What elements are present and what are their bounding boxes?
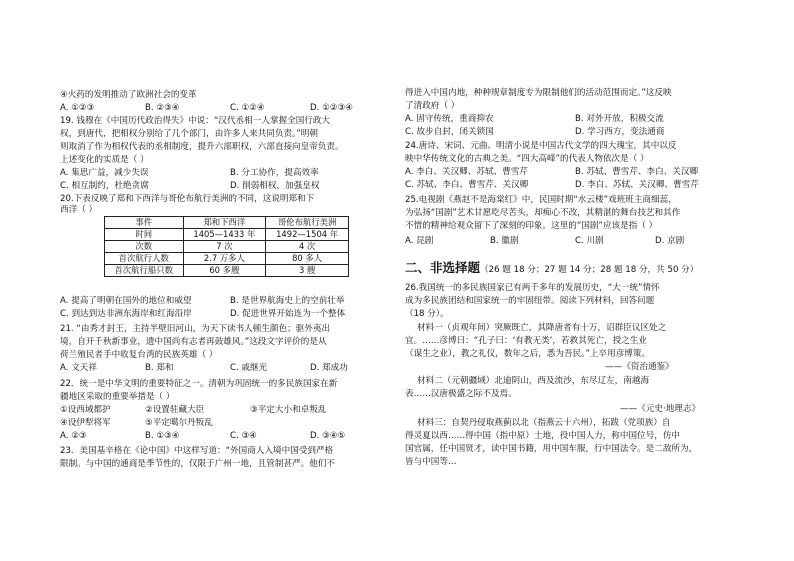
material-1-line: 材料一（贞观年间）突厥既亡，其降唐者有十万，诏群臣议区处之 xyxy=(417,323,667,333)
q24-choice-d: D. 李白、苏轼、关汉卿、曹雪芹 xyxy=(575,180,699,190)
material-2-line: 材料二（元朝疆域）北逾阴山，西及流沙，东尽辽左，南越海 xyxy=(417,376,650,386)
q21-line: 21. “由秀才封王，主持半壁旧河山，为天下读书人顿生颜色；驱外夷出 xyxy=(60,324,331,334)
table-header-cell: 哥伦布航行美洲 xyxy=(266,217,349,229)
material-3-line: 皆与中国等… xyxy=(405,457,457,467)
table-row xyxy=(105,229,349,241)
material-1-line: 宜。……彦博曰：“孔子曰：‘有教无类’，若救其死亡，授之生业 xyxy=(405,336,647,346)
q25-line: 为弘扬“国剧”艺术甘愿吃尽苦头，却痴心不改，其精湛的舞台技艺和其作 xyxy=(405,208,681,218)
material-1-source: ——《资治通鉴》 xyxy=(605,362,674,372)
table-cell: 时间 xyxy=(105,229,184,241)
material-3-line: 材料三：自契丹侵取燕蓟以北（指燕云十六州），拓跋（党项族）自 xyxy=(417,418,671,428)
q22-item-3: ③平定大小和卓叛乱 xyxy=(250,405,327,415)
q22-item-2: ②设置驻藏大臣 xyxy=(145,405,205,415)
q25-line: 25.电视剧《燕赵不是海棠红》中，民国时期“水云楼”戏班班主商细蕊， xyxy=(405,195,677,205)
table-cell: 4 次 xyxy=(266,241,349,253)
q24-line: 映中华传统文化的古典之美。“四大高峰”的代表人物依次是（ ） xyxy=(405,154,649,164)
q22-choice-c: C. ③④ xyxy=(230,431,257,441)
q23-line: 23．美国基辛格在《论中国》中这样写道：“外国商人入境中国受到严格 xyxy=(60,446,334,456)
q22-choice-b: B. ①③④ xyxy=(145,431,180,441)
q24-choice-a: A. 李白、关汉卿、苏轼、曹雪芹 xyxy=(405,167,528,177)
q20-line: 20.下表反映了郑和下西洋与哥伦布航行美洲的不同，这说明郑和下 xyxy=(60,194,315,204)
q21-choice-b: B. 郑和 xyxy=(145,363,174,373)
q19-choice-a: A. 集思广益，减少失误 xyxy=(60,168,149,178)
q24-choice-b: B. 苏轼、曹雪芹、李白、关汉卿 xyxy=(575,167,699,177)
material-2-line: 表……汉唐极盛之际不及焉。 xyxy=(405,389,517,399)
q25-choice-c: C. 川剧 xyxy=(575,236,604,246)
q20-choice-d: D. 促进世界开始连为一个整体 xyxy=(230,309,346,319)
table-cell: 首次航行人数 xyxy=(105,253,184,265)
table-cell: 次数 xyxy=(105,241,184,253)
q19-line: 权，到唐代，把相权分别给了几个部门，由许多人来共同负责。”明朝 xyxy=(60,129,318,139)
table-cell: 1405—1433 年 xyxy=(183,229,266,241)
section-note: （26 题 18 分；27 题 14 分；28 题 18 分，共 50 分） xyxy=(480,265,699,275)
q23-continued-line: 了清政府（ ） xyxy=(405,101,460,111)
q26-line: 26.我国统一的多民族国家已有两千多年的发展历史，“大一统”情怀 xyxy=(405,283,660,293)
q22-line: 疆地区采取的重要举措是（ ） xyxy=(60,392,175,402)
q21-choice-a: A. 文天祥 xyxy=(60,363,97,373)
table-header-cell: 事件 xyxy=(105,217,184,229)
material-3-line: 得灵夏以西……得中国（指中原）土地，役中国人力，称中国位号，仿中 xyxy=(405,431,681,441)
q24-line: 24.唐诗、宋词、元曲、明清小说是中国古代文学的四大瑰宝，其中以反 xyxy=(405,141,677,151)
q21-line: 境，自开千秋新事业，遗中国尚有志者再鼓雄风。”这段文字评价的是从 xyxy=(60,337,327,347)
q22-line: 22．统一是中华文明的重要特征之一。清朝为巩固统一的多民族国家在新 xyxy=(60,379,338,389)
table-cell: 1492—1504 年 xyxy=(266,229,349,241)
table-cell: 60 多艘 xyxy=(183,265,266,277)
q22-item-1: ①设西域都护 xyxy=(60,405,111,415)
q25-choice-a: A. 昆剧 xyxy=(405,236,434,246)
material-1-line: （谋生之业），教之礼仪，数年之后，悉为吾民。”上卒用彦博策。 xyxy=(405,349,651,359)
section-heading xyxy=(405,258,698,276)
q18-choice-a: A. ①②③ xyxy=(60,103,95,113)
table-cell: 2.7 万多人 xyxy=(183,253,266,265)
q19-choice-d: D. 削弱相权，加强皇权 xyxy=(230,181,320,191)
q22-choice-d: D. ③④⑤ xyxy=(310,431,346,441)
table-header-cell: 郑和下西洋 xyxy=(183,217,266,229)
material-3-line: 国官属，任中国贤才，读中国书籍，用中国车服，行中国法令。是二敌所为， xyxy=(405,444,698,454)
q18-choice-d: D. ①②③④ xyxy=(310,103,353,113)
material-2-source: ——《元史·地理志》 xyxy=(620,404,701,414)
q22-choice-a: A. ②③ xyxy=(60,431,87,441)
q19-choice-c: C. 相互制约，杜绝贪腐 xyxy=(60,181,149,191)
table-cell: 3 艘 xyxy=(266,265,349,277)
q23-continued-line: 得进入中国内地，种种规章制度专为限制他们的活动范围而定。”这反映 xyxy=(405,88,672,98)
q18-choice-b: B. ②③④ xyxy=(145,103,180,113)
q22-item-5: ⑤平定噶尔丹叛乱 xyxy=(145,418,213,428)
q19-choice-b: B. 分工协作，提高效率 xyxy=(230,168,319,178)
table-cell: 首次航行船只数 xyxy=(105,265,184,277)
q23-choice-d: D. 学习西方，变法通商 xyxy=(575,127,665,137)
q23-choice-a: A. 固守传统，重商抑农 xyxy=(405,114,494,124)
table-row xyxy=(105,241,349,253)
q23-line: 限制。与中国的通商是季节性的，仅限于广州一地，且管制甚严。他们不 xyxy=(60,459,336,469)
table-header-row xyxy=(105,217,349,229)
q20-choice-c: C. 到达到达非洲东海岸和红海沿岸 xyxy=(60,309,192,319)
table-cell: 7 次 xyxy=(183,241,266,253)
section-title: 二、非选择题 xyxy=(405,260,481,275)
q20-line: 西洋（ ） xyxy=(60,205,98,215)
table-row xyxy=(105,265,349,277)
q26-line: （18 分）。 xyxy=(405,309,449,319)
q21-line: 荷兰殖民者手中收复台湾的民族英雄（ ） xyxy=(60,350,218,360)
q19-line: 19. 钱穆在《中国历代政治得失》中说：“汉代丞相一人掌握全国行政大 xyxy=(60,116,331,126)
q25-line: 不惜的精神给观众留下了深刻的印象。这里的“国剧”应该是指（ ） xyxy=(405,221,658,231)
q19-line: 则取消了作为相权代表的丞相制度，提升六部职权，六部直接向皇帝负责。 xyxy=(60,142,344,152)
table-cell: 80 多人 xyxy=(266,253,349,265)
voyage-comparison-table xyxy=(104,216,349,277)
q19-line: 上述变化的实质是（ ） xyxy=(60,155,149,165)
q18-choice-c: C. ①②④ xyxy=(230,103,265,113)
q24-choice-c: C. 苏轼、李白、曹雪芹、关汉卿 xyxy=(405,180,529,190)
q18-option-4: ④火药的发明推动了欧洲社会的变革 xyxy=(60,90,197,100)
q25-choice-b: B. 徽剧 xyxy=(490,236,519,246)
q23-choice-c: C. 故步自封，闭关锁国 xyxy=(405,127,494,137)
q20-choice-a: A. 提高了明朝在国外的地位和威望 xyxy=(60,296,192,306)
q26-line: 成为多民族团结和国家统一的牢固纽带。阅读下列材料，回答问题 xyxy=(405,296,655,306)
q23-choice-b: B. 对外开放，积极交流 xyxy=(575,114,664,124)
q21-choice-c: C. 戚继光 xyxy=(230,363,268,373)
q22-item-4: ④设伊犁将军 xyxy=(60,418,111,428)
q25-choice-d: D. 京剧 xyxy=(655,236,685,246)
q20-choice-b: B. 是世界航海史上的空前壮举 xyxy=(230,296,345,306)
q21-choice-d: D. 郑成功 xyxy=(310,363,348,373)
table-row xyxy=(105,253,349,265)
